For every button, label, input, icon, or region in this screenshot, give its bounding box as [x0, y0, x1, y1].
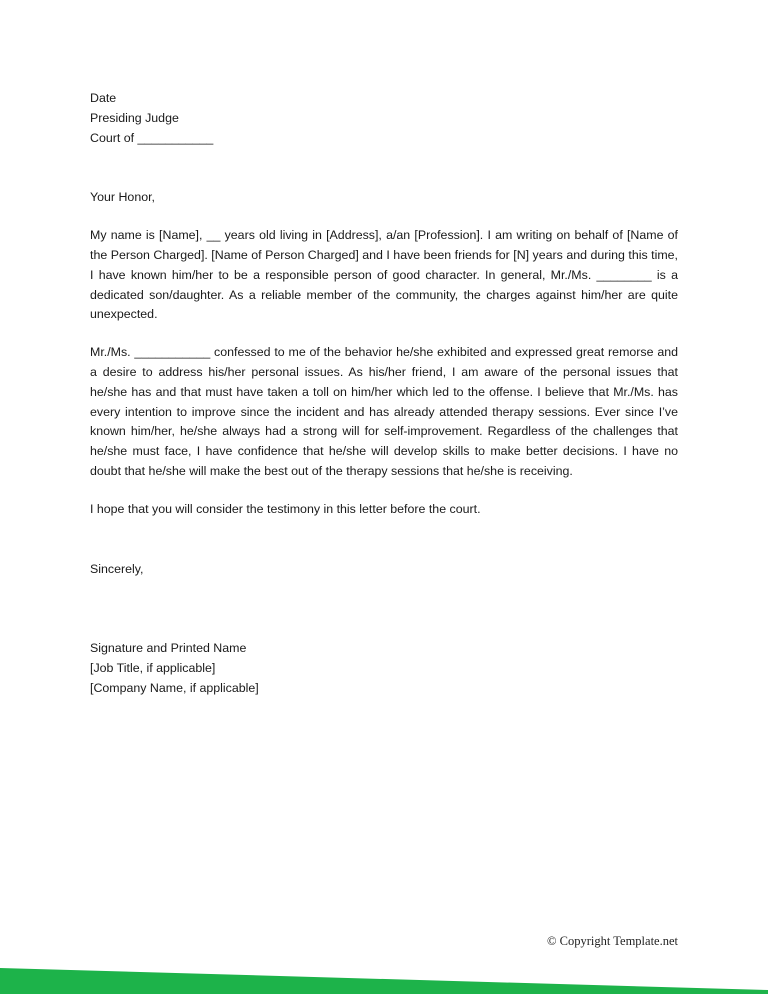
spacer — [90, 325, 678, 343]
recipient-line: Presiding Judge — [90, 110, 179, 125]
spacer — [90, 520, 678, 560]
letter-body — [90, 89, 678, 699]
spacer — [90, 148, 678, 188]
green-footer-band — [0, 964, 768, 994]
spacer — [90, 482, 678, 500]
date-line: Date — [90, 91, 117, 105]
signature-name-line: Signature and Printed Name — [90, 641, 247, 656]
body-paragraph-details: Mr./Ms. ___________ confessed to me of the behavior he/she exhibited and expressed great remorse and a desire to address his/her personal issues. As his/her friend, I am aware of the personal issues that he/she has and that must have taken a toll on him/her which led to the offense. I believe that Mr./Ms. has every intention to improve since the incident and has already attended therapy sessions. Ever since I’ve known him/her, he/she always had a strong will for self-improvement. Regardless of the challenges that he/she must face, I have confidence that he/she will develop skills to make better decisions. I have no doubt that he/she will make the best out of the therapy sessions that he/she is receiving. — [90, 345, 678, 478]
copyright-notice: © Copyright Template.net — [547, 934, 678, 948]
body-paragraph-closing-request: I hope that you will consider the testimony in this letter before the court. — [90, 501, 481, 516]
closing: Sincerely, — [90, 561, 144, 576]
signature-job-title: [Job Title, if applicable] — [90, 661, 216, 676]
court-line: Court of ___________ — [90, 130, 214, 145]
signature-space — [90, 579, 678, 639]
body-paragraph-intro: My name is [Name], __ years old living in [Address], a/an [Profession]. I am writing on behalf of [Name of the Person Charged]. [Name of Person Charged] and I have been friends for [N] years and during this time, I have known him/her to be a responsible person of good character. In general, Mr./Ms. ________ is a dedicated son/daughter. As a reliable member of the community, the charges against him/her are quite unexpected. — [90, 228, 678, 322]
signature-company: [Company Name, if applicable] — [90, 680, 259, 695]
spacer — [90, 208, 678, 226]
salutation: Your Honor, — [90, 190, 155, 205]
